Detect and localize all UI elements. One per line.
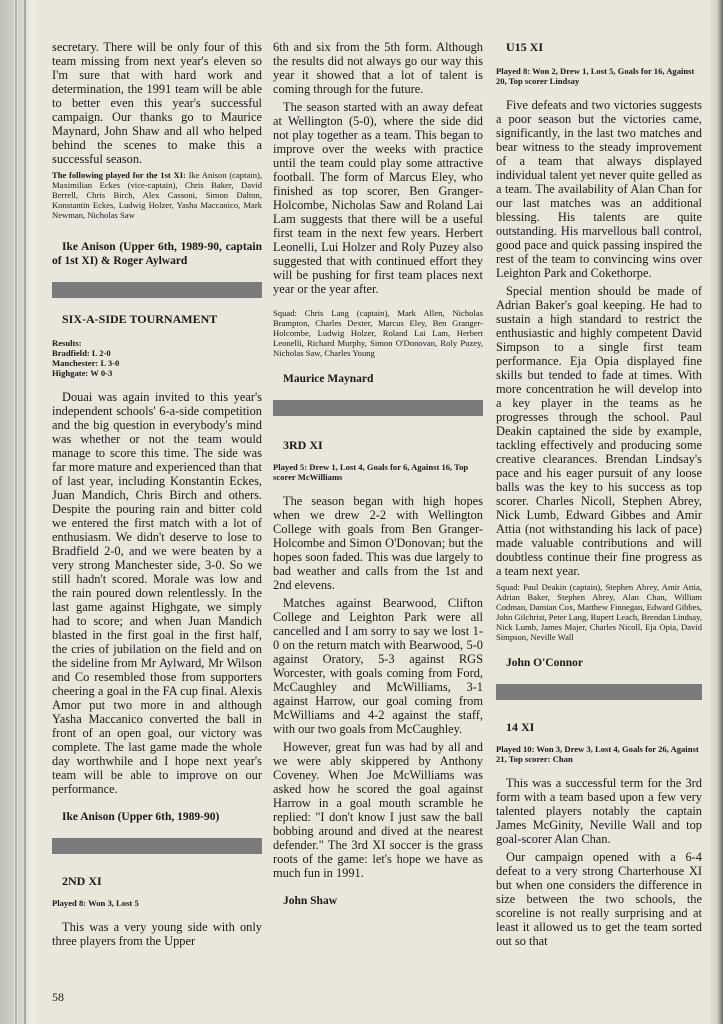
section-divider-bar [273, 400, 483, 416]
column-3 [496, 40, 702, 952]
column-1 [52, 40, 262, 952]
paragraph: 6th and six from the 5th form. Although the results did not always go our way this year it showed that a lot of talent is coming through for the future. [273, 40, 483, 96]
team-list-label: The following played for the 1st XI: [52, 170, 186, 180]
signature: Ike Anison (Upper 6th, 1989-90, captain of 1st XI) & Roger Aylward [52, 241, 262, 267]
match-stats: Played 8: Won 3, Lost 5 [52, 898, 139, 908]
team-list [52, 170, 262, 220]
squad-list: Squad: Paul Deakin (captain), Stephen Abrey, Amir Attia, Adrian Baker, Stephen Abrey, Alan Chan, William Codman, Damian Cox, Matthew Finnegan, Edward Gibbes, John Gilchrist, Peter Lang, Rupert Leach, Brendan Lindsay, Nick Lumb, James Majer, Charles Nicoll, Eja Opia, David Simpson, Neville Wall [496, 582, 702, 642]
section-divider-bar [52, 838, 262, 854]
result-line: Manchester: L 3-0 [52, 358, 120, 368]
match-stats: Played 8: Won 2, Drew 1, Lost 5, Goals for 16, Against 20, Top scorer Lindsay [496, 66, 695, 86]
section-heading: 3RD XI [283, 438, 323, 452]
paragraph: Special mention should be made of Adrian Baker's goal keeping. He had to sustain a high standard to restrict the enthusiastic and highly competent David Simpson to a single first team performance. Eja Opia displayed fine skills but tended to fade at times. With more concentration he will develop into a key player in the teams as he progresses through the school. Paul Deakin captained the side by example, tackling effectively and producing some creative clearances. Brendan Lindsay's pace and his eager pursuit of any loose balls was the key to his success as top scorer. Charles Nicoll, Stephen Abrey, Nick Lumb, Edward Gibbes and Amir Attia (not withstanding his lack of pace) made valuable contributions and will doubtless continue their fine progress as a team next year. [496, 284, 702, 578]
result-line: Highgate: W 0-3 [52, 368, 113, 378]
signature: John O'Connor [506, 657, 584, 669]
paragraph: Our campaign opened with a 6-4 defeat to a very strong Charterhouse XI but when one considers the difference in size between the two schools, the scoreline is not really surprising and at least it allowed us to get the team sorted out so that [496, 850, 702, 948]
section-heading: 2ND XI [62, 874, 102, 888]
results-label: Results: [52, 338, 82, 348]
paragraph: Matches against Bearwood, Clifton College and Leighton Park were all cancelled and I am sorry to say we lost 1-0 on the return match with Bearwood, 5-0 against Oratory, 5-3 against RGS Worcester, with goals coming from Ford, McCaughley and McWilliams, 3-1 against Harrow, our goal coming from McWilliams and 4-2 against the staff, with our two goals from McCaughley. [273, 596, 483, 736]
page-right-edge [709, 0, 723, 1024]
paragraph: Douai was again invited to this year's independent schools' 6-a-side competition and the big question in everybody's mind was whether or not the team would manage to score this time. The side was far more mature and experienced than that of last year, including Konstantin Eckes, Juan Mandich, Chris Birch and others. Despite the pouring rain and bitter cold we entered the first match with a lot of enthusiasm. We didn't deserve to lose to Bradfield 2-0, and we were beaten by a very strong Manchester side, 3-0. So we still hadn't scored. Morale was low and the rain poured down relentlessly. In the last game against Highgate, we simply had to score; and when Juan Mandich blasted in the first goal in the first half, the cries of jubilation on the field and on the sideline from Mr Aylward, Mr Wilson and Co resembled those from supporters cheering a goal in the FA cup final. Alexis Amor put two more in and although Yasha Maccanico converted the ball in front of an open goal, our victory was complete. The last game made the whole day worthwhile and I hope next year's team will be able to improve on our performance. [52, 390, 262, 796]
paragraph: However, great fun was had by all and we were ably skippered by Anthony Coveney. When Joe McWilliams was asked how he scored the goal against Harrow in a goal mouth scramble he replied: "I don't know I just saw the ball bobbing around and dived at the nearest defender." The 3rd XI soccer is the grass roots of the game: let's hope we have as much fun in 1991. [273, 740, 483, 880]
binding-edge-line-inner [24, 0, 26, 1024]
paragraph: The season started with an away defeat at Wellington (5-0), where the side did not play together as a team. This began to improve over the weeks with practice until the team could play some attractive football. The form of Marcus Eley, who finished as top scorer, Ben Granger-Holcombe, Nicholas Saw and Roland Lai Lam suggests that there will be a useful first team in the next few years. Herbert Leonelli, Lui Holzer and Roly Puzey also suggested that with continued effort they will be pushing for first team places next year or the year after. [273, 100, 483, 296]
page-binding [0, 0, 40, 1024]
team-list-names: Ike Anison (captain), Maximilian Eckes (vice-captain), Chris Baker, David Berrell, Chris Birch, Alex Cassoni, Simon Dalton, Konstantin Eckes, Ludwig Holzer, Yasha Maccanico, Mark Newman, Nicholas Saw [52, 170, 262, 220]
paragraph: secretary. There will be only four of this team missing from next year's eleven so I'm sure that with hard work and determination, the 1991 team will be able to better even this year's successful campaign. Our thanks go to Maurice Maynard, John Shaw and all who helped behind the scenes to make this a successful season. [52, 40, 262, 166]
squad-list: Squad: Chris Lang (captain), Mark Allen, Nicholas Brampton, Charles Dexter, Marcus Eley, Ben Granger-Holcombe, Ludwig Holzer, Roland Lai Lam, Herbert Leonelli, Richard Murphy, Simon O'Donovan, Roly Puzey, Nicholas Saw, Charles Young [273, 308, 483, 358]
match-stats: Played 10: Won 3, Drew 3, Lost 4, Goals for 26, Against 21, Top scorer: Chan [496, 744, 699, 764]
paragraph: Five defeats and two victories suggests a poor season but the victories came, significantly, in the last two matches and bear witness to the steady improvement of a team that always displayed individual talent yet never quite gelled as a team. The availability of Alan Chan for our last matches was an additional blessing. His talents are quite outstanding. His marvellous ball control, good pace and quick passing inspired the rest of the team to convincing wins over Leighton Park and Cokethorpe. [496, 98, 702, 280]
section-divider-bar [52, 282, 262, 298]
section-divider-bar [496, 684, 702, 700]
signature: John Shaw [283, 895, 338, 907]
column-2 [273, 40, 483, 908]
paragraph: The season began with high hopes when we drew 2-2 with Wellington College with goals from Ben Granger-Holcombe and Simon O'Donovan; but the hopes soon faded. This was due largely to bad weather and calls from the 1st and 2nd elevens. [273, 494, 483, 592]
match-stats: Played 5: Drew 1, Lost 4, Goals for 6, Against 16, Top scorer McWilliams [273, 462, 469, 482]
paragraph: This was a successful term for the 3rd form with a team based upon a few very talented players notably the captain James McGinity, Neville Wall and top goal-scorer Alan Chan. [496, 776, 702, 846]
section-heading: U15 XI [506, 40, 544, 54]
section-heading: 14 XI [506, 720, 535, 734]
result-line: Bradfield: L 2-0 [52, 348, 111, 358]
signature: Ike Anison (Upper 6th, 1989-90) [62, 811, 220, 823]
section-heading: SIX-A-SIDE TOURNAMENT [62, 312, 218, 326]
signature: Maurice Maynard [283, 373, 374, 385]
binding-edge-line [14, 0, 18, 1024]
page-number: 58 [52, 990, 64, 1004]
paragraph: This was a very young side with only three players from the Upper [52, 920, 262, 948]
